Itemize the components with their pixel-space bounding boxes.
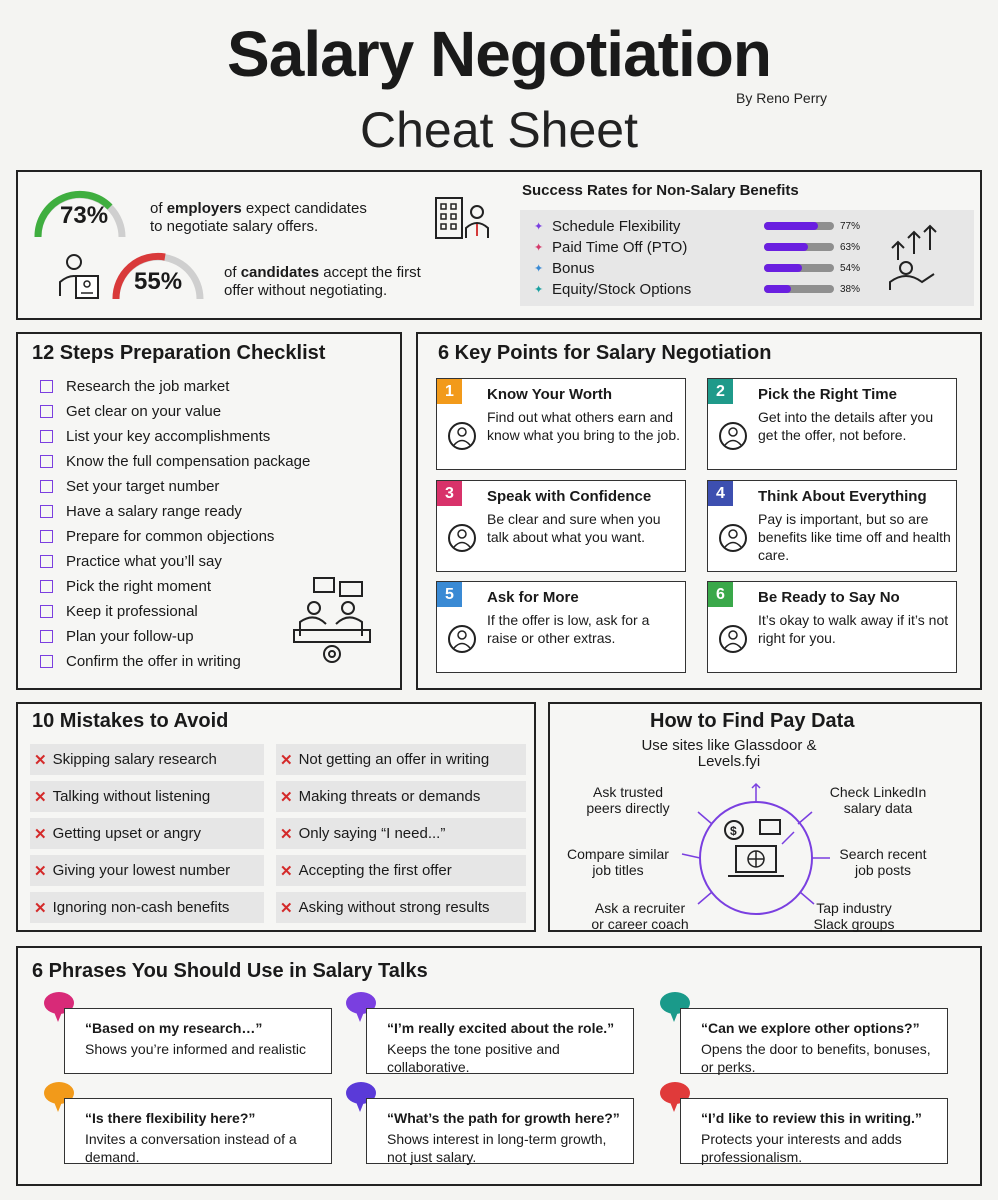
checklist-item-label: Get clear on your value (66, 402, 222, 420)
key-point-icon (716, 419, 750, 453)
success-rate-label: Schedule Flexibility (552, 217, 681, 235)
x-mark-icon: ✕ (34, 825, 47, 843)
x-mark-icon: ✕ (280, 788, 293, 806)
mistake-item (30, 744, 264, 775)
success-rate-bar-fill (764, 243, 808, 251)
success-rate-bar-fill (764, 222, 818, 230)
mistake-label: Not getting an offer in writing (298, 751, 490, 768)
key-point-number: 6 (708, 582, 733, 607)
checklist-item-label: Plan your follow-up (66, 627, 194, 645)
key-point-icon (716, 622, 750, 656)
mistake-label: Giving your lowest number (52, 862, 231, 879)
success-rates-title: Success Rates for Non-Salary Benefits (522, 182, 799, 199)
checklist-item[interactable] (40, 501, 242, 521)
key-point-description: Be clear and sure when you talk about what you want. (487, 511, 661, 545)
key-point-title: Know Your Worth (487, 386, 612, 403)
phrase-quote: “Is there flexibility here?” (85, 1110, 256, 1126)
bullet-icon: ✦ (534, 262, 544, 275)
phrase-card (64, 1098, 332, 1164)
stat-candidates-text: of candidates accept the first offer without negotiating. (224, 264, 421, 299)
checklist-item[interactable] (40, 551, 222, 571)
pay-data-source-line1: Compare similar (567, 846, 669, 862)
key-point-number: 4 (708, 481, 733, 506)
phrase-card (64, 1008, 332, 1074)
success-rate-row (534, 279, 861, 299)
checklist-title: 12 Steps Preparation Checklist (32, 342, 326, 364)
x-mark-icon: ✕ (34, 862, 47, 880)
mistake-item (276, 855, 526, 886)
checklist-item[interactable] (40, 526, 274, 546)
phrase-description: Protects your interests and adds professionalism. (701, 1131, 902, 1165)
stat-candidates-percent: 55% (134, 268, 183, 295)
growth-arrows-icon (884, 222, 950, 292)
key-point-card (436, 581, 686, 673)
pay-data-source-line2: Slack groups (813, 916, 895, 932)
checkbox[interactable] (40, 405, 53, 418)
phrase-card (366, 1098, 634, 1164)
key-point-card (707, 480, 957, 572)
negotiation-meeting-icon (290, 574, 374, 666)
pay-data-title: How to Find Pay Data (650, 710, 855, 732)
checklist-item-label: Practice what you’ll say (66, 552, 222, 570)
x-mark-icon: ✕ (280, 825, 293, 843)
pay-data-source (560, 900, 720, 932)
checklist-item[interactable] (40, 376, 229, 396)
x-mark-icon: ✕ (34, 899, 47, 917)
phrase-description: Shows you’re informed and realistic (85, 1041, 306, 1057)
key-point-number: 1 (437, 379, 462, 404)
phrase-quote: “What’s the path for growth here?” (387, 1110, 620, 1126)
checklist-item[interactable] (40, 401, 221, 421)
checklist-item[interactable] (40, 476, 219, 496)
checklist-item-label: Set your target number (66, 477, 220, 495)
key-point-number: 2 (708, 379, 733, 404)
checklist-item-label: Confirm the offer in writing (66, 652, 241, 670)
key-point-number: 3 (437, 481, 462, 506)
x-mark-icon: ✕ (280, 899, 293, 917)
success-rate-row (534, 237, 861, 257)
pay-data-source-line1: Use sites like Glassdoor & (641, 737, 817, 754)
checkbox[interactable] (40, 430, 53, 443)
pay-data-source-line1: Check LinkedIn (829, 784, 927, 800)
phrase-description: Keeps the tone positive and collaborative. (387, 1041, 560, 1075)
pay-data-source (568, 784, 688, 816)
success-rate-percent: 38% (840, 284, 861, 295)
pay-data-source-line1: Search recent (839, 846, 927, 862)
pay-data-source-line1: Ask a recruiter (594, 900, 686, 916)
pay-data-source-line1: Tap industry (816, 900, 892, 916)
checkbox[interactable] (40, 605, 53, 618)
checklist-item[interactable] (40, 601, 198, 621)
phrase-card (680, 1008, 948, 1074)
bullet-icon: ✦ (534, 283, 544, 296)
pay-data-source (548, 846, 688, 878)
key-point-title: Pick the Right Time (758, 386, 897, 403)
mistake-label: Getting upset or angry (52, 825, 201, 842)
phrase-description: Opens the door to benefits, bonuses, or perks. (701, 1041, 931, 1075)
checkbox[interactable] (40, 655, 53, 668)
mistake-item (276, 781, 526, 812)
mistake-item (30, 818, 264, 849)
checkbox[interactable] (40, 555, 53, 568)
checkbox[interactable] (40, 630, 53, 643)
checkbox[interactable] (40, 505, 53, 518)
key-point-title: Speak with Confidence (487, 488, 652, 505)
page-title: Salary Negotiation (227, 18, 771, 90)
key-point-description: Pay is important, but so are benefits like time off and health care. (758, 511, 951, 563)
checklist-item-label: Keep it professional (66, 602, 198, 620)
key-point-card (436, 378, 686, 470)
phrase-quote: “I’d like to review this in writing.” (701, 1110, 922, 1126)
success-rate-percent: 54% (840, 263, 861, 274)
checklist-item-label: Research the job market (66, 377, 230, 395)
checklist-item[interactable] (40, 426, 270, 446)
checklist-item[interactable] (40, 626, 194, 646)
office-building-icon (432, 192, 492, 242)
checklist-item-label: Prepare for common objections (66, 527, 275, 545)
pay-data-source-line1: Ask trusted (592, 784, 664, 800)
success-rate-bar (764, 243, 834, 251)
pay-data-source-line2: or career coach (591, 916, 689, 932)
checklist-item[interactable] (40, 451, 310, 471)
success-rate-bar (764, 222, 834, 230)
phrase-quote: “I’m really excited about the role.” (387, 1020, 615, 1036)
key-point-icon (445, 521, 479, 555)
checklist-item-label: Have a salary range ready (66, 502, 242, 520)
pay-data-source (624, 738, 834, 770)
mistake-label: Skipping salary research (52, 751, 217, 768)
mistake-item (30, 892, 264, 923)
phrase-description: Shows interest in long-term growth, not just salary. (387, 1131, 607, 1165)
success-rate-bar-fill (764, 264, 802, 272)
checkbox[interactable] (40, 455, 53, 468)
key-point-description: It’s okay to walk away if it’s not right for you. (758, 612, 949, 646)
mistake-label: Talking without listening (52, 788, 211, 805)
key-point-description: Get into the details after you get the offer, not before. (758, 409, 934, 443)
mistake-label: Making threats or demands (298, 788, 481, 805)
checklist-item[interactable] (40, 576, 211, 596)
checkbox[interactable] (40, 480, 53, 493)
mistake-item (30, 855, 264, 886)
pay-data-source-line2: salary data (843, 800, 913, 816)
key-point-title: Think About Everything (758, 488, 927, 505)
mistake-label: Ignoring non-cash benefits (52, 899, 230, 916)
x-mark-icon: ✕ (34, 788, 47, 806)
mistake-label: Asking without strong results (298, 899, 490, 916)
key-point-description: If the offer is low, ask for a raise or other extras. (487, 612, 650, 646)
key-points-title: 6 Key Points for Salary Negotiation (438, 342, 772, 364)
key-point-number: 5 (437, 582, 462, 607)
key-point-card (707, 378, 957, 470)
key-point-icon (445, 622, 479, 656)
pay-data-source-line2: job titles (592, 862, 644, 878)
checkbox[interactable] (40, 580, 53, 593)
key-point-card (707, 581, 957, 673)
key-point-card (436, 480, 686, 572)
phrases-title: 6 Phrases You Should Use in Salary Talks (32, 960, 428, 982)
checkbox[interactable] (40, 380, 53, 393)
x-mark-icon: ✕ (280, 862, 293, 880)
pay-data-source (776, 900, 932, 932)
phrase-card (366, 1008, 634, 1074)
checklist-item-label: Know the full compensation package (66, 452, 311, 470)
success-rate-label: Bonus (552, 259, 595, 277)
mistake-item (276, 818, 526, 849)
key-point-icon (716, 521, 750, 555)
checkbox[interactable] (40, 530, 53, 543)
success-rate-bar (764, 264, 834, 272)
key-point-title: Be Ready to Say No (758, 589, 900, 606)
mistakes-title: 10 Mistakes to Avoid (32, 710, 229, 732)
success-rate-percent: 63% (840, 242, 861, 253)
pay-data-source (808, 784, 948, 816)
bullet-icon: ✦ (534, 241, 544, 254)
success-rate-label: Paid Time Off (PTO) (552, 238, 688, 256)
success-rate-bar-fill (764, 285, 791, 293)
pay-data-source-line2: peers directly (586, 800, 670, 816)
success-rate-row (534, 216, 861, 236)
phrase-card (680, 1098, 948, 1164)
phrase-quote: “Based on my research…” (85, 1020, 263, 1036)
mistake-item (30, 781, 264, 812)
success-rate-percent: 77% (840, 221, 861, 232)
page-subtitle: Cheat Sheet (360, 102, 638, 158)
candidate-id-icon (56, 252, 104, 302)
mistake-label: Only saying “I need...” (298, 825, 446, 842)
key-point-icon (445, 419, 479, 453)
stat-employers-text: of employers expect candidates to negotiate salary offers. (150, 200, 367, 235)
x-mark-icon: ✕ (280, 751, 293, 769)
stat-employers-percent: 73% (60, 202, 109, 229)
author-credit: By Reno Perry (736, 90, 828, 106)
mistake-item (276, 892, 526, 923)
mistake-item (276, 744, 526, 775)
pay-data-source (818, 846, 948, 878)
checklist-item-label: Pick the right moment (66, 577, 212, 595)
bullet-icon: ✦ (534, 220, 544, 233)
pay-data-source-line2: job posts (854, 862, 912, 878)
svg-text:$: $ (730, 824, 737, 838)
mistake-label: Accepting the first offer (298, 862, 452, 879)
success-rate-bar (764, 285, 834, 293)
checklist-item-label: List your key accomplishments (66, 427, 271, 445)
key-point-title: Ask for More (487, 589, 579, 606)
success-rate-label: Equity/Stock Options (552, 280, 692, 298)
x-mark-icon: ✕ (34, 751, 47, 769)
pay-data-source-line2: Levels.fyi (697, 753, 761, 770)
phrase-description: Invites a conversation instead of a demand. (85, 1131, 297, 1165)
key-point-description: Find out what others earn and know what you bring to the job. (487, 409, 681, 443)
phrase-quote: “Can we explore other options?” (701, 1020, 920, 1036)
checklist-item[interactable] (40, 651, 241, 671)
success-rate-row (534, 258, 861, 278)
